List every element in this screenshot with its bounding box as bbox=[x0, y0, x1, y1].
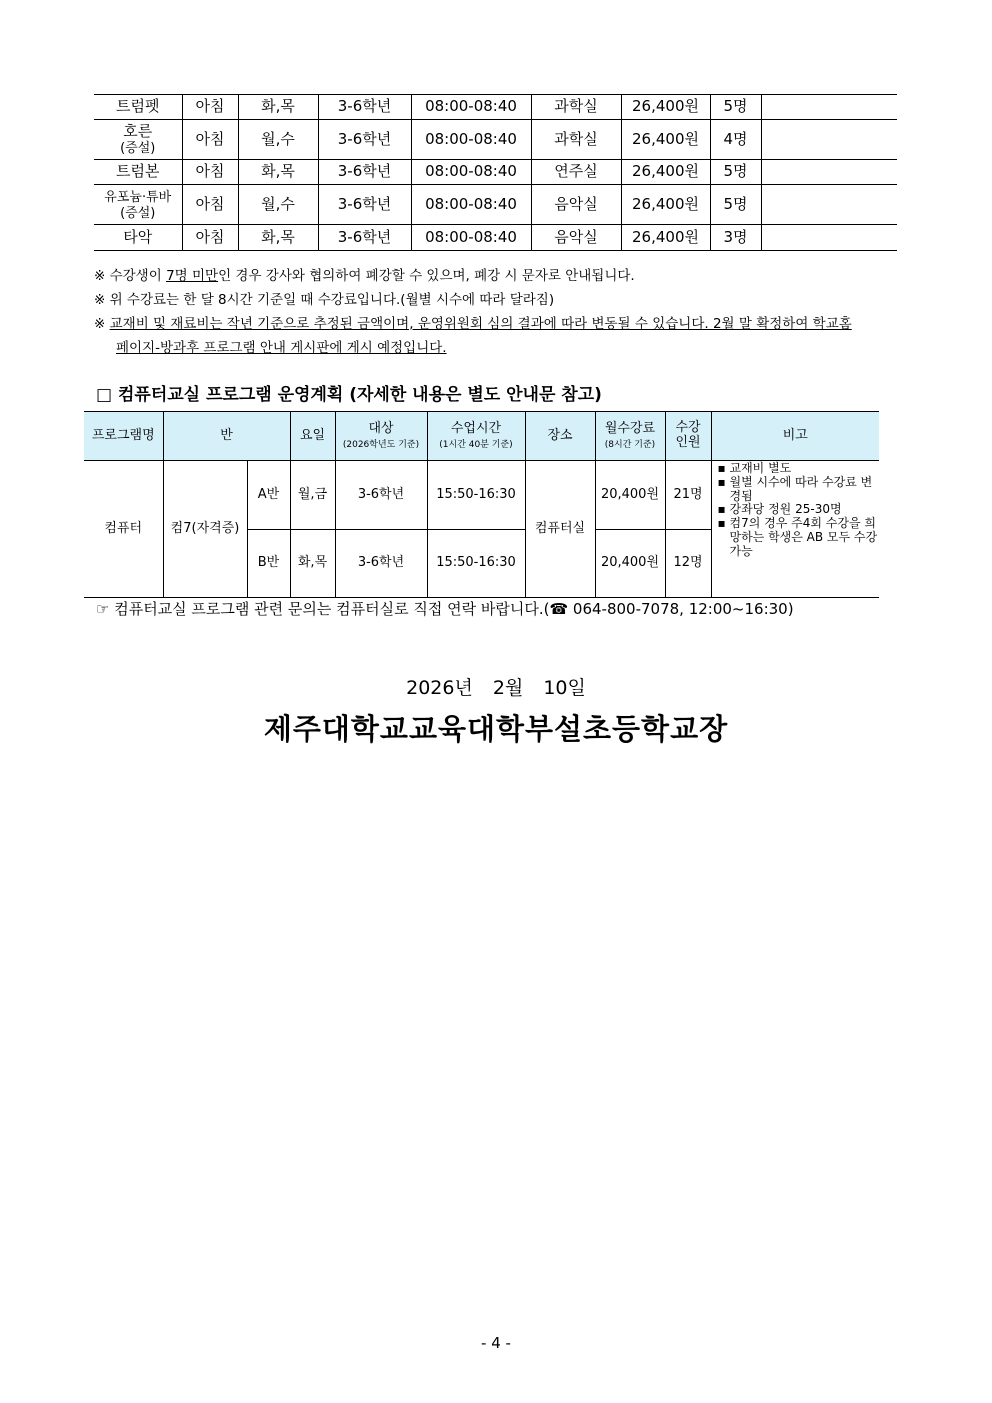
table-row bbox=[94, 225, 897, 251]
header-target bbox=[335, 412, 427, 461]
note-cell bbox=[761, 160, 897, 185]
hours-cell: 15:50-16:30 bbox=[427, 461, 525, 530]
fee-cell: 26,400원 bbox=[621, 95, 710, 120]
hours-cell: 08:00-08:40 bbox=[411, 95, 531, 120]
header-hours-sub: (1시간 40분 기준) bbox=[439, 439, 513, 450]
program-sub: (증설) bbox=[120, 205, 156, 221]
place-cell: 과학실 bbox=[531, 95, 621, 120]
program-name: 타악 bbox=[123, 227, 153, 246]
days-cell: 화,목 bbox=[238, 160, 318, 185]
remarks-list bbox=[718, 462, 880, 559]
days-cell: 화,목 bbox=[290, 530, 335, 598]
days-cell: 월,금 bbox=[290, 461, 335, 530]
section-title: □ 컴퓨터교실 프로그램 운영계획 (자세한 내용은 별도 안내문 참고) bbox=[96, 385, 602, 405]
fee-cell: 26,400원 bbox=[621, 185, 710, 225]
note-materials-cont bbox=[94, 336, 852, 360]
computer-program-table bbox=[84, 411, 879, 598]
header-class: 반 bbox=[163, 412, 290, 461]
section-cell: B반 bbox=[247, 530, 290, 598]
fee-cell: 20,400원 bbox=[595, 530, 665, 598]
school-name: 제주대학교교육대학부설초등학교장 bbox=[263, 712, 729, 746]
header-row bbox=[84, 412, 879, 461]
note-closure bbox=[94, 264, 852, 288]
fee-cell: 26,400원 bbox=[621, 160, 710, 185]
page-number: - 4 - bbox=[481, 1334, 511, 1352]
time-type-cell: 아침 bbox=[182, 160, 238, 185]
capacity-cell: 3명 bbox=[710, 225, 761, 251]
header-fee bbox=[595, 412, 665, 461]
table-row bbox=[94, 160, 897, 185]
target-cell: 3-6학년 bbox=[335, 461, 427, 530]
program-cell bbox=[94, 225, 182, 251]
grade-cell: 3-6학년 bbox=[318, 185, 411, 225]
capacity-cell: 5명 bbox=[710, 160, 761, 185]
header-target-sub: (2026학년도 기준) bbox=[342, 439, 420, 450]
note-cell bbox=[761, 120, 897, 160]
header-fee-label: 월수강료 bbox=[604, 420, 656, 436]
header-remarks: 비고 bbox=[711, 412, 879, 461]
note-text: 인 경우 강사와 협의하여 폐강할 수 있으며, 폐강 시 문자로 안내됩니다. bbox=[218, 268, 635, 284]
remark-item: ▪ 월별 시수에 따라 수강료 변경됨 bbox=[718, 476, 880, 504]
header-days: 요일 bbox=[290, 412, 335, 461]
grade-cell: 3-6학년 bbox=[318, 95, 411, 120]
remark-item: ▪ 교재비 별도 bbox=[718, 462, 880, 476]
days-cell: 월,수 bbox=[238, 185, 318, 225]
place-cell: 과학실 bbox=[531, 120, 621, 160]
note-underlined: 페이지-방과후 프로그램 안내 게시판에 게시 예정입니다. bbox=[116, 340, 447, 356]
note-underlined: 7명 미만 bbox=[166, 268, 219, 284]
place-cell: 음악실 bbox=[531, 185, 621, 225]
hours-cell: 08:00-08:40 bbox=[411, 185, 531, 225]
header-capacity-line2: 인원 bbox=[675, 435, 701, 450]
place-cell: 연주실 bbox=[531, 160, 621, 185]
hours-cell: 08:00-08:40 bbox=[411, 160, 531, 185]
program-cell bbox=[94, 185, 182, 225]
program-cell: 컴퓨터 bbox=[84, 461, 163, 598]
program-cell bbox=[94, 120, 182, 160]
note-cell bbox=[761, 185, 897, 225]
header-hours-label: 수업시간 bbox=[450, 420, 502, 436]
remarks-cell bbox=[711, 461, 879, 598]
capacity-cell: 12명 bbox=[665, 530, 711, 598]
header-hours bbox=[427, 412, 525, 461]
header-place: 장소 bbox=[525, 412, 595, 461]
remark-item: ▪ 컴7의 경우 주4회 수강을 희망하는 학생은 AB 모두 수강가능 bbox=[718, 517, 880, 558]
place-cell: 컴퓨터실 bbox=[525, 461, 595, 598]
remark-item: ▪ 강좌당 정원 25-30명 bbox=[718, 503, 880, 517]
hours-cell: 08:00-08:40 bbox=[411, 120, 531, 160]
table-row bbox=[94, 120, 897, 160]
header-target-label: 대상 bbox=[368, 420, 394, 436]
notes-block bbox=[94, 264, 852, 360]
hours-cell: 08:00-08:40 bbox=[411, 225, 531, 251]
section-cell: A반 bbox=[247, 461, 290, 530]
time-type-cell: 아침 bbox=[182, 120, 238, 160]
course-cell: 컴7(자격증) bbox=[163, 461, 247, 598]
note-cell bbox=[761, 95, 897, 120]
header-program: 프로그램명 bbox=[84, 412, 163, 461]
grade-cell: 3-6학년 bbox=[318, 120, 411, 160]
note-text: ※ 수강생이 bbox=[94, 268, 167, 284]
days-cell: 월,수 bbox=[238, 120, 318, 160]
note-cell bbox=[761, 225, 897, 251]
hours-cell: 15:50-16:30 bbox=[427, 530, 525, 598]
table-row bbox=[94, 95, 897, 120]
program-cell bbox=[94, 160, 182, 185]
header-capacity bbox=[665, 412, 711, 461]
brass-program-table bbox=[94, 94, 897, 251]
table-row bbox=[84, 461, 879, 530]
capacity-cell: 5명 bbox=[710, 185, 761, 225]
note-mark: ※ bbox=[94, 316, 110, 332]
note-underlined: 교재비 및 재료비는 작년 기준으로 추정된 금액이며, 운영위원회 심의 결과에 따라 변동될 수 있습니다. 2월 말 확정하여 학교홈 bbox=[109, 316, 852, 332]
fee-cell: 20,400원 bbox=[595, 461, 665, 530]
capacity-cell: 4명 bbox=[710, 120, 761, 160]
time-type-cell: 아침 bbox=[182, 225, 238, 251]
table-row bbox=[94, 185, 897, 225]
grade-cell: 3-6학년 bbox=[318, 160, 411, 185]
fee-cell: 26,400원 bbox=[621, 225, 710, 251]
program-cell bbox=[94, 95, 182, 120]
program-name: 트럼본 bbox=[116, 162, 160, 181]
time-type-cell: 아침 bbox=[182, 185, 238, 225]
note-fee-basis: ※ 위 수강료는 한 달 8시간 기준일 때 수강료입니다.(월별 시수에 따라 달라짐) bbox=[94, 292, 555, 308]
place-cell: 음악실 bbox=[531, 225, 621, 251]
program-name: 트럼펫 bbox=[116, 97, 160, 116]
note-materials bbox=[94, 312, 852, 336]
days-cell: 화,목 bbox=[238, 225, 318, 251]
issue-date: 2026년 2월 10일 bbox=[406, 677, 586, 699]
program-name: 호른 bbox=[123, 121, 153, 140]
program-name: 유포늄·튜바 bbox=[104, 189, 172, 205]
days-cell: 화,목 bbox=[238, 95, 318, 120]
header-capacity-line1: 수강 bbox=[675, 420, 701, 436]
fee-cell: 26,400원 bbox=[621, 120, 710, 160]
program-sub: (증설) bbox=[120, 140, 156, 156]
time-type-cell: 아침 bbox=[182, 95, 238, 120]
capacity-cell: 5명 bbox=[710, 95, 761, 120]
contact-info: ☞ 컴퓨터교실 프로그램 관련 문의는 컴퓨터실로 직접 연락 바랍니다.(☎ 064-800-7078, 12:00~16:30) bbox=[96, 600, 794, 618]
target-cell: 3-6학년 bbox=[335, 530, 427, 598]
header-fee-sub: (8시간 기준) bbox=[604, 439, 656, 450]
capacity-cell: 21명 bbox=[665, 461, 711, 530]
grade-cell: 3-6학년 bbox=[318, 225, 411, 251]
